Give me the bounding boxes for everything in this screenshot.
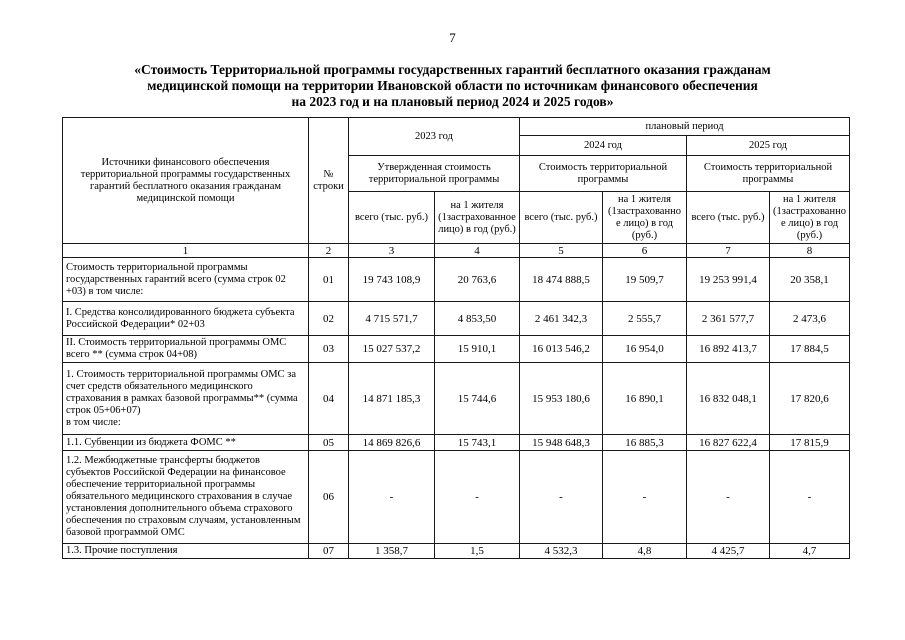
table-row: [63, 544, 850, 559]
row-label: [63, 451, 309, 544]
table-row: [63, 363, 850, 435]
value-2024-per-capita: 16 954,0: [603, 336, 687, 363]
document-title-line-2: медицинской помощи на территории Ивановской области по источникам финансового обеспечения: [147, 78, 758, 93]
value-2025-total: 19 253 991,4: [687, 258, 770, 302]
value-2023-per-capita: 4 853,50: [435, 302, 520, 336]
table-row: [63, 435, 850, 451]
value-2025-total: 4 425,7: [687, 544, 770, 559]
value-2024-total: -: [520, 451, 603, 544]
table-row: [63, 451, 850, 544]
column-number-6: 6: [603, 244, 687, 258]
value-2024-total: 4 532,3: [520, 544, 603, 559]
value-2025-total: 2 361 577,7: [687, 302, 770, 336]
document-title: [0, 62, 905, 110]
header-per-capita-2025: на 1 жителя (1застрахованное лицо) в год (руб.): [770, 192, 850, 244]
column-number-2: 2: [309, 244, 349, 258]
value-2023-per-capita: 15 743,1: [435, 435, 520, 451]
row-number: 05: [309, 435, 349, 451]
document-title-line-3: на 2023 год и на плановый период 2024 и 2025 годов»: [291, 94, 614, 109]
column-number-4: 4: [435, 244, 520, 258]
value-2023-total: 14 871 185,3: [349, 363, 435, 435]
value-2023-per-capita: 1,5: [435, 544, 520, 559]
table-row: [63, 302, 850, 336]
value-2023-total: 19 743 108,9: [349, 258, 435, 302]
header-row-no: № строки: [309, 118, 349, 244]
row-number: 02: [309, 302, 349, 336]
header-year-2024: 2024 год: [520, 136, 687, 156]
value-2024-per-capita: 19 509,7: [603, 258, 687, 302]
column-number-7: 7: [687, 244, 770, 258]
value-2024-per-capita: 2 555,7: [603, 302, 687, 336]
cost-table-wrapper: [62, 117, 905, 559]
column-number-1: 1: [63, 244, 309, 258]
row-number: 01: [309, 258, 349, 302]
header-year-2023: 2023 год: [349, 118, 520, 156]
value-2025-per-capita: 17 820,6: [770, 363, 850, 435]
value-2023-total: -: [349, 451, 435, 544]
value-2024-per-capita: 16 885,3: [603, 435, 687, 451]
table-body: [63, 258, 850, 559]
header-cost-2025: Стоимость территориальной программы: [687, 156, 850, 192]
header-approved-cost-2023: Утвержденная стоимость территориальной программы: [349, 156, 520, 192]
row-label-text: 1. Стоимость территориальной программы ОМС за счет средств обязательного медицинского страхования в рамках базовой программы** (сумма строк 05+06+07): [66, 368, 298, 416]
value-2023-per-capita: 15 910,1: [435, 336, 520, 363]
value-2024-total: 16 013 546,2: [520, 336, 603, 363]
header-row-period: [63, 118, 850, 136]
header-row-column-numbers: [63, 244, 850, 258]
value-2023-total: 15 027 537,2: [349, 336, 435, 363]
column-number-5: 5: [520, 244, 603, 258]
value-2024-total: 15 953 180,6: [520, 363, 603, 435]
table-row: [63, 258, 850, 302]
value-2025-per-capita: 17 884,5: [770, 336, 850, 363]
row-label: [63, 302, 309, 336]
value-2025-total: -: [687, 451, 770, 544]
header-total-2025: всего (тыс. руб.): [687, 192, 770, 244]
table-header: [63, 118, 850, 258]
value-2025-total: 16 832 048,1: [687, 363, 770, 435]
header-year-2025: 2025 год: [687, 136, 850, 156]
value-2024-total: 15 948 648,3: [520, 435, 603, 451]
header-planning-period: плановый период: [520, 118, 850, 136]
cost-table: [62, 117, 850, 559]
row-label-text: 1.2. Межбюджетные трансферты бюджетов субъектов Российской Федерации на финансовое обеспечение территориальной программы обязательного медицинского страхования в случае установления дополнительного объема страхового обеспечения по страховым случаям, установленным базовой программой ОМС: [66, 455, 301, 538]
row-label: [63, 544, 309, 559]
value-2025-total: 16 892 413,7: [687, 336, 770, 363]
value-2023-per-capita: 15 744,6: [435, 363, 520, 435]
document-title-line-1: «Стоимость Территориальной программы государственных гарантий бесплатного оказания гражданам: [134, 62, 771, 77]
value-2024-per-capita: 4,8: [603, 544, 687, 559]
row-label: [63, 258, 309, 302]
value-2024-total: 2 461 342,3: [520, 302, 603, 336]
page-number: 7: [449, 30, 456, 45]
value-2023-per-capita: -: [435, 451, 520, 544]
value-2023-per-capita: 20 763,6: [435, 258, 520, 302]
header-cost-2024: Стоимость территориальной программы: [520, 156, 687, 192]
value-2023-total: 1 358,7: [349, 544, 435, 559]
value-2025-total: 16 827 622,4: [687, 435, 770, 451]
value-2025-per-capita: 2 473,6: [770, 302, 850, 336]
value-2025-per-capita: -: [770, 451, 850, 544]
row-number: 03: [309, 336, 349, 363]
row-label-text: Стоимость территориальной программы государственных гарантий всего (сумма строк 02 +03) в том числе:: [66, 261, 286, 297]
value-2025-per-capita: 4,7: [770, 544, 850, 559]
header-per-capita-2024: на 1 жителя (1застрахованное лицо) в год (руб.): [603, 192, 687, 244]
table-row: [63, 336, 850, 363]
value-2025-per-capita: 17 815,9: [770, 435, 850, 451]
value-2023-total: 4 715 571,7: [349, 302, 435, 336]
row-label: [63, 435, 309, 451]
header-sources: Источники финансового обеспечения территориальной программы государственных гарантий бесплатного оказания гражданам медицинской помощи: [63, 118, 309, 244]
header-per-capita-2023: на 1 жителя (1застрахованное лицо) в год (руб.): [435, 192, 520, 244]
row-label-text-2: в том числе:: [66, 416, 121, 428]
value-2023-total: 14 869 826,6: [349, 435, 435, 451]
value-2025-per-capita: 20 358,1: [770, 258, 850, 302]
row-number: 06: [309, 451, 349, 544]
row-label: [63, 363, 309, 435]
row-label: [63, 336, 309, 363]
value-2024-per-capita: -: [603, 451, 687, 544]
value-2024-per-capita: 16 890,1: [603, 363, 687, 435]
row-number: 07: [309, 544, 349, 559]
value-2024-total: 18 474 888,5: [520, 258, 603, 302]
row-label-text: 1.3. Прочие поступления: [66, 545, 178, 556]
column-number-3: 3: [349, 244, 435, 258]
row-label-text: II. Стоимость территориальной программы ОМС всего ** (сумма строк 04+08): [66, 337, 287, 360]
row-label-text: I. Средства консолидированного бюджета субъекта Российской Федерации* 02+03: [66, 306, 295, 330]
header-total-2023: всего (тыс. руб.): [349, 192, 435, 244]
header-total-2024: всего (тыс. руб.): [520, 192, 603, 244]
row-label-text: 1.1. Субвенции из бюджета ФОМС **: [66, 436, 236, 448]
column-number-8: 8: [770, 244, 850, 258]
row-number: 04: [309, 363, 349, 435]
